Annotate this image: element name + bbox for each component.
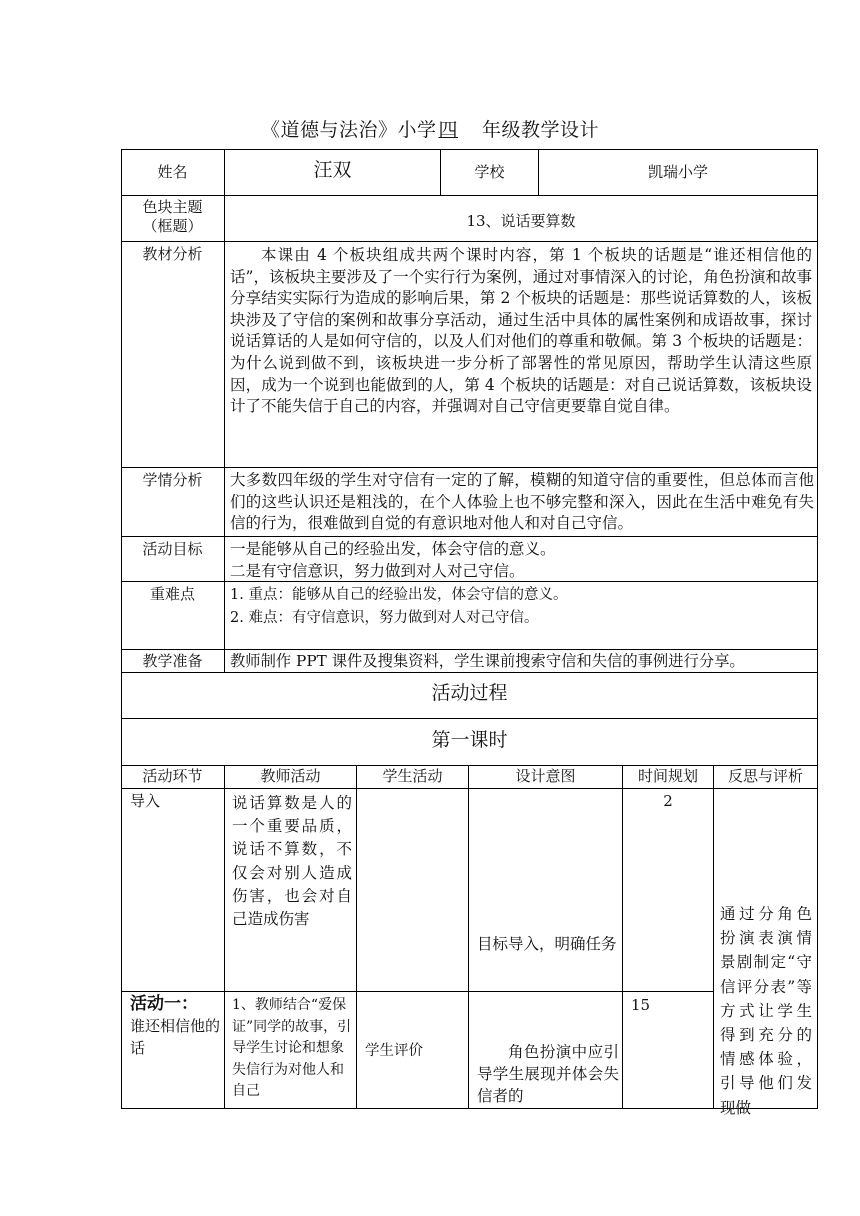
- goal-line-1: 一是能够从自己的经验出发，体会守信的意义。: [230, 540, 556, 558]
- col-header-intent: 设计意图: [515, 767, 576, 785]
- lesson-title: 第一课时: [431, 729, 508, 751]
- topic-label-line2: （框题）: [142, 217, 203, 235]
- col-header-reflection: 反思与评析: [727, 767, 803, 785]
- document-title: [0, 115, 860, 142]
- goal-text: [230, 539, 814, 582]
- textbook-text: 本课由 4 个板块组成共两个课时内容，第 1 个板块的话题是“谁还相信他的话”，该板块主要涉及了一个实行行为案例，通过对事情深入的讨论，角色扮演和故事分享结实实际行为造成的影响后果，第 2 个板块的话题是：那些说话算数的人，该板块涉及了守信的案例和故事分享活动，通过生活中具体的属性案例和成语故事，探讨说话算话的人是如何守信的，以及人们对他们的尊重和敬佩。第 3 个板块的话题是：为什么说到做不到，该板块进一步分析了部署性的常见原因，帮助学生认清这些原因，成为一个说到也能做到的人，第 4 个板块的话题是：对自己说话算数，该板块设计了不能失信于自己的内容，并强调对自己守信更要靠自觉自律。: [230, 246, 812, 416]
- topic-label-line1: 色块主题: [142, 198, 203, 216]
- col-header-student: 学生活动: [382, 767, 443, 785]
- grade-value: 四: [438, 119, 458, 141]
- topic-label: [121, 198, 224, 236]
- student-activity-1: 学生评价: [365, 1043, 423, 1059]
- lesson-plan-table: [121, 149, 818, 1117]
- student-label: 学情分析: [142, 471, 203, 489]
- stage-intro: 导入: [130, 792, 161, 810]
- name-value: 汪双: [313, 159, 352, 181]
- title-prefix: 《道德与法治》小学: [260, 119, 437, 141]
- name-label: 姓名: [157, 163, 188, 181]
- time-intro: 2: [663, 792, 673, 810]
- goal-label: 活动目标: [142, 540, 203, 558]
- prep-label: 教学准备: [142, 652, 203, 670]
- school-label: 学校: [474, 163, 505, 181]
- reflection-text: 通过分角色扮演表演情景剧制定“守信评分表”等方式让学生得到充分的情感体验，引导他们发现做: [720, 905, 812, 1117]
- intent-activity-1: 角色扮演中应引导学生展现并体会失信者的: [477, 1043, 619, 1105]
- intent-intro: 目标导入，明确任务: [477, 935, 617, 953]
- stage-activity-1: [130, 994, 222, 1059]
- key-label: 重难点: [149, 585, 195, 603]
- title-suffix: 年级教学设计: [482, 119, 600, 141]
- teacher-intro: 说话算数是人的一个重要品质，说话不算数，不仅会对别人造成伤害，也会对自己造成伤害: [232, 794, 352, 929]
- key-line-2: 2. 难点：有守信意识，努力做到对人对己守信。: [230, 610, 539, 626]
- stage-activity-1-name: 谁还相信他的话: [130, 1017, 221, 1057]
- prep-text: 教师制作 PPT 课件及搜集资料，学生课前搜索守信和失信的事例进行分享。: [230, 652, 745, 670]
- school-value: 凯瑞小学: [647, 163, 708, 181]
- key-line-1: 1. 重点：能够从自己的经验出发，体会守信的意义。: [230, 587, 568, 603]
- teacher-activity-1: 1、教师结合“爱保证”同学的故事，引导学生讨论和想象失信行为对他人和自己: [232, 997, 352, 1099]
- col-header-stage: 活动环节: [142, 767, 203, 785]
- key-text: [230, 584, 814, 630]
- time-activity-1: 15: [631, 996, 651, 1014]
- col-header-teacher: 教师活动: [260, 767, 321, 785]
- col-header-time: 时间规划: [637, 767, 698, 785]
- topic-value: 13、说话要算数: [466, 212, 576, 230]
- stage-activity-1-title: 活动一：: [130, 994, 198, 1014]
- process-title: 活动过程: [431, 682, 508, 704]
- student-text: 大多数四年级的学生对守信有一定的了解，模糊的知道守信的重要性，但总体而言他们的这些认识还是粗浅的，在个人体验上也不够完整和深入，因此在生活中难免有失信的行为，很难做到自觉的有意识地对他人和对自己守信。: [230, 471, 814, 533]
- goal-line-2: 二是有守信意识，努力做到对人对己守信。: [230, 561, 525, 580]
- textbook-label: 教材分析: [142, 245, 203, 263]
